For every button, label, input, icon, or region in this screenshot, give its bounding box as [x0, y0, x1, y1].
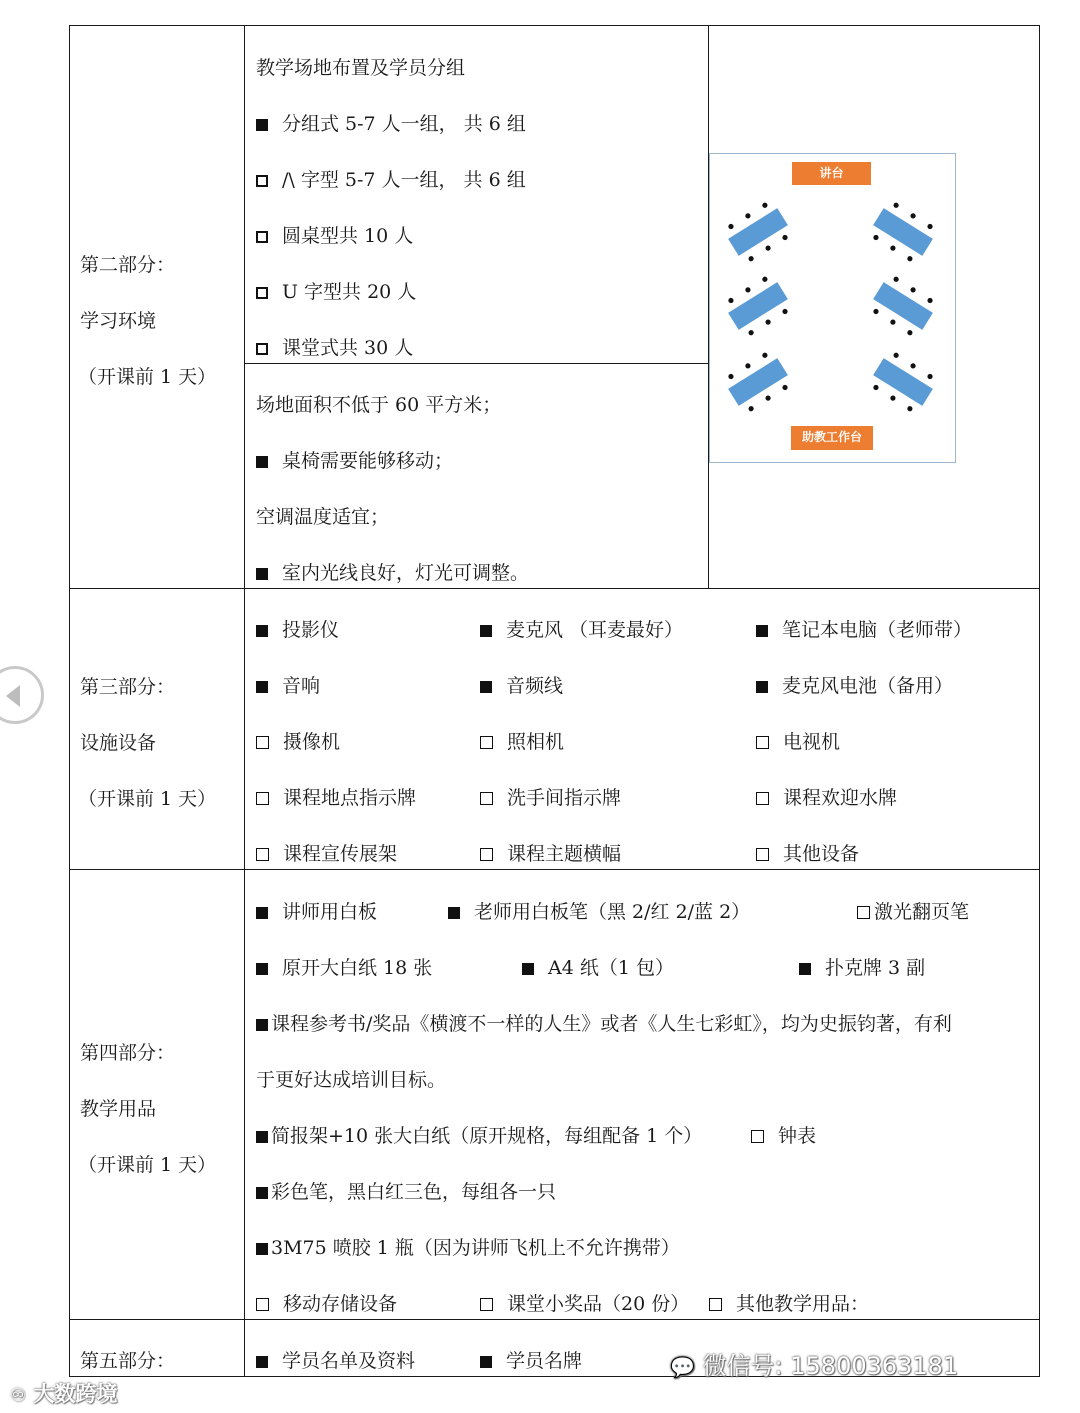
- supply-easel[interactable]: 简报架+10 张大白纸（原开规格，每组配备 1 个）: [256, 1124, 702, 1148]
- table-row-divider: [69, 1319, 1040, 1320]
- group-table: [873, 208, 933, 256]
- seat-dot: [727, 373, 734, 380]
- seat-dot: [727, 297, 734, 304]
- checked-box-icon: [522, 963, 534, 975]
- section-subtitle: 学习环境: [80, 310, 157, 332]
- seating-title: 教学场地布置及学员分组: [256, 57, 466, 79]
- unchecked-box-icon: [256, 343, 268, 355]
- unchecked-box-icon: [756, 848, 769, 861]
- section-timing: （开课前 1 天）: [78, 788, 217, 810]
- unchecked-box-icon: [256, 175, 268, 187]
- seat-dot: [909, 362, 916, 369]
- checked-box-icon: [480, 681, 492, 693]
- supply-item[interactable]: 激光翻页笔: [857, 900, 969, 924]
- unchecked-box-icon: [480, 1298, 493, 1311]
- group-table: [728, 358, 788, 406]
- checked-box-icon: [480, 1356, 492, 1368]
- table-group-left-1: [722, 198, 794, 265]
- unchecked-box-icon: [756, 736, 769, 749]
- group-table: [873, 282, 933, 330]
- seat-dot: [926, 223, 933, 230]
- unchecked-box-icon: [256, 287, 268, 299]
- equipment-item[interactable]: 照相机: [480, 730, 564, 754]
- table-group-right-2: [867, 272, 939, 339]
- seat-dot: [727, 223, 734, 230]
- student-list-item[interactable]: 学员名单及资料: [256, 1349, 415, 1373]
- supply-reference-book[interactable]: 课程参考书/奖品《横渡不一样的人生》或者《人生七彩虹》，均为史振钧著，有利: [256, 1012, 952, 1036]
- unchecked-box-icon: [480, 792, 493, 805]
- section-title: 第四部分：: [80, 1042, 176, 1064]
- table-group-right-1: [867, 198, 939, 265]
- unchecked-box-icon: [480, 848, 493, 861]
- section5-title: 第五部分：: [80, 1350, 176, 1372]
- checked-box-icon: [256, 456, 268, 468]
- supply-item[interactable]: 老师用白板笔（黑 2/红 2/蓝 2）: [448, 900, 750, 924]
- seat-dot: [781, 234, 788, 241]
- equipment-item[interactable]: 麦克风 （耳麦最好）: [480, 618, 683, 642]
- supply-spray-glue[interactable]: 3M75 喷胶 1 瓶（因为讲师飞机上不允许携带）: [256, 1236, 680, 1260]
- unchecked-box-icon: [709, 1298, 722, 1311]
- table-group-left-3: [722, 348, 794, 415]
- checked-box-icon: [756, 681, 768, 693]
- checked-box-icon: [256, 1243, 268, 1255]
- seat-dot: [906, 405, 913, 412]
- brand-logo-icon: ♾: [10, 1385, 27, 1406]
- unchecked-box-icon: [751, 1130, 764, 1143]
- seating-option-grouped[interactable]: 分组式 5-7 人一组， 共 6 组: [256, 112, 526, 136]
- seat-dot: [744, 212, 751, 219]
- equipment-item[interactable]: 摄像机: [256, 730, 340, 754]
- table-row-divider: [69, 869, 1040, 870]
- supply-item[interactable]: 讲师用白板: [256, 900, 377, 924]
- supply-item[interactable]: 原开大白纸 18 张: [256, 956, 432, 980]
- seat-dot: [781, 384, 788, 391]
- checked-box-icon: [256, 1356, 268, 1368]
- equipment-item[interactable]: 课程主题横幅: [480, 842, 621, 866]
- seat-dot: [872, 384, 879, 391]
- previous-page-button[interactable]: [0, 666, 44, 724]
- seat-dot: [926, 297, 933, 304]
- equipment-item[interactable]: 笔记本电脑（老师带）: [756, 618, 972, 642]
- section-title: 第三部分：: [80, 676, 176, 698]
- equipment-item[interactable]: 其他设备: [756, 842, 859, 866]
- seat-dot: [893, 202, 900, 209]
- table-group-right-3: [867, 348, 939, 415]
- group-table: [728, 208, 788, 256]
- supply-color-pens[interactable]: 彩色笔，黑白红三色，每组各一只: [256, 1180, 556, 1204]
- checked-box-icon: [256, 681, 268, 693]
- seat-dot: [761, 352, 768, 359]
- group-table: [728, 282, 788, 330]
- equipment-item[interactable]: 音频线: [480, 674, 563, 698]
- equipment-item[interactable]: 麦克风电池（备用）: [756, 674, 953, 698]
- seat-dot: [764, 319, 771, 326]
- table-row-divider: [69, 588, 1040, 589]
- unchecked-box-icon: [480, 736, 493, 749]
- student-nameplate-item[interactable]: 学员名牌: [480, 1349, 582, 1373]
- checked-box-icon: [256, 625, 268, 637]
- unchecked-box-icon: [756, 792, 769, 805]
- equipment-item[interactable]: 投影仪: [256, 618, 339, 642]
- unchecked-box-icon: [857, 906, 870, 919]
- checked-box-icon: [256, 1019, 268, 1031]
- checked-box-icon: [756, 625, 768, 637]
- seat-dot: [761, 276, 768, 283]
- venue-lighting[interactable]: 室内光线良好，灯光可调整。: [256, 561, 529, 585]
- checked-box-icon: [480, 625, 492, 637]
- podium-badge: 讲台: [792, 162, 871, 185]
- seat-dot: [889, 245, 896, 252]
- seat-dot: [889, 395, 896, 402]
- group-table: [873, 358, 933, 406]
- checked-box-icon: [448, 907, 460, 919]
- equipment-item[interactable]: 课程地点指示牌: [256, 786, 416, 810]
- seat-dot: [872, 234, 879, 241]
- table-group-left-2: [722, 272, 794, 339]
- section-timing: （开课前 1 天）: [78, 366, 217, 388]
- equipment-item[interactable]: 音响: [256, 674, 320, 698]
- seat-dot: [744, 362, 751, 369]
- seat-dot: [748, 255, 755, 262]
- brand-watermark: ♾ 大数跨境: [10, 1382, 118, 1406]
- checked-box-icon: [256, 119, 268, 131]
- seat-dot: [744, 286, 751, 293]
- assistant-desk-badge: 助教工作台: [791, 426, 873, 450]
- unchecked-box-icon: [256, 736, 269, 749]
- checked-box-icon: [256, 963, 268, 975]
- chevron-left-icon: [6, 685, 20, 707]
- table-column-divider: [244, 25, 245, 1377]
- venue-air-conditioning: 空调温度适宜；: [256, 506, 390, 528]
- checked-box-icon: [256, 907, 268, 919]
- checked-box-icon: [256, 568, 268, 580]
- section-subtitle: 设施设备: [80, 732, 157, 754]
- seating-option-classroom[interactable]: 课堂式共 30 人: [256, 336, 413, 360]
- unchecked-box-icon: [256, 231, 268, 243]
- table-right-border: [1039, 25, 1040, 1377]
- table-left-border: [69, 25, 70, 1377]
- unchecked-box-icon: [256, 848, 269, 861]
- supply-item[interactable]: 扑克牌 3 副: [799, 956, 925, 980]
- seating-diagram: [709, 153, 956, 463]
- section-subtitle: 教学用品: [80, 1098, 157, 1120]
- seat-dot: [748, 329, 755, 336]
- checked-box-icon: [256, 1187, 268, 1199]
- venue-area: 场地面积不低于 60 平方米；: [256, 394, 502, 416]
- section-title: 第二部分：: [80, 254, 176, 276]
- seating-option-u-shape[interactable]: U 字型共 20 人: [256, 280, 416, 304]
- seat-dot: [872, 308, 879, 315]
- group-tables-svg: [710, 154, 955, 462]
- seat-dot: [764, 395, 771, 402]
- wechat-watermark: 💬 微信号: 15800363181: [670, 1352, 959, 1380]
- supply-item[interactable]: 其他教学用品：: [709, 1292, 869, 1316]
- equipment-item[interactable]: 电视机: [756, 730, 840, 754]
- supply-item[interactable]: 移动存储设备: [256, 1292, 397, 1316]
- checked-box-icon: [256, 1131, 268, 1143]
- section-timing: （开课前 1 天）: [78, 1154, 217, 1176]
- seat-dot: [748, 405, 755, 412]
- seat-dot: [889, 319, 896, 326]
- checked-box-icon: [799, 963, 811, 975]
- seat-dot: [909, 286, 916, 293]
- seat-dot: [781, 308, 788, 315]
- seat-dot: [764, 245, 771, 252]
- unchecked-box-icon: [256, 792, 269, 805]
- seat-dot: [893, 352, 900, 359]
- supply-reference-book-cont: 于更好达成培训目标。: [256, 1069, 447, 1091]
- seat-dot: [906, 329, 913, 336]
- equipment-item[interactable]: 课程宣传展架: [256, 842, 397, 866]
- seat-dot: [926, 373, 933, 380]
- supply-item[interactable]: A4 纸（1 包）: [522, 956, 674, 980]
- seat-dot: [761, 202, 768, 209]
- equipment-item[interactable]: 洗手间指示牌: [480, 786, 621, 810]
- venue-movable-furniture[interactable]: 桌椅需要能够移动；: [256, 449, 453, 473]
- inner-row-divider: [244, 363, 708, 364]
- seating-option-round[interactable]: 圆桌型共 10 人: [256, 224, 413, 248]
- equipment-item[interactable]: 课程欢迎水牌: [756, 786, 897, 810]
- seat-dot: [893, 276, 900, 283]
- seating-option-v-shape[interactable]: /\ 字型 5-7 人一组， 共 6 组: [256, 168, 526, 192]
- unchecked-box-icon: [256, 1298, 269, 1311]
- supply-clock[interactable]: 钟表: [751, 1124, 816, 1148]
- table-top-border: [69, 25, 1040, 26]
- seat-dot: [906, 255, 913, 262]
- wechat-icon: 💬: [670, 1355, 695, 1379]
- seat-dot: [909, 212, 916, 219]
- supply-item[interactable]: 课堂小奖品（20 份）: [480, 1292, 689, 1316]
